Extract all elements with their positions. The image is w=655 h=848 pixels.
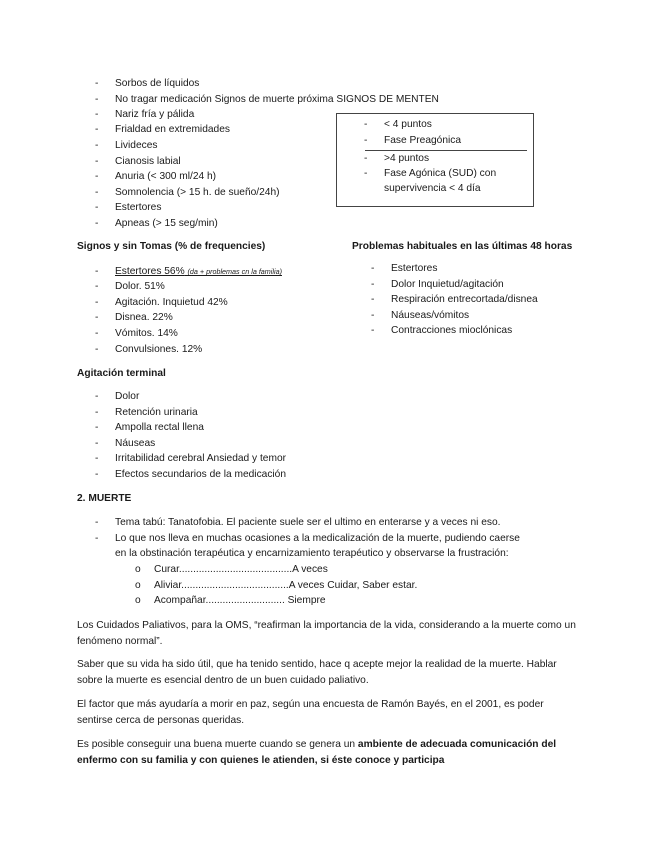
list-item-continuation: en la obstinación terapéutica y encarnizamiento terapéutico y observarse la frustración: [115, 548, 509, 559]
list-item: - Tema tabú: Tanatofobia. El paciente suele ser el ultimo en enterarse y a veces ni eso. [95, 517, 501, 528]
list-item: - Vómitos. 14% [95, 328, 178, 339]
estertores-underlined: Estertores 56% (da + problemas cn la familia) [115, 266, 282, 277]
list-item: - No tragar medicación Signos de muerte próxima SIGNOS DE MENTEN [95, 94, 439, 105]
list-item: - Irritabilidad cerebral Ansiedad y temor [95, 453, 287, 464]
list-item: - Disnea. 22% [95, 312, 173, 323]
list-item: - Frialdad en extremidades [95, 124, 230, 135]
list-item: - Convulsiones. 12% [95, 344, 203, 355]
list-item: - Nariz fría y pálida [95, 109, 195, 120]
phase-box [336, 113, 534, 207]
signos-heading: Signos y sin Tomas (% de frequencies) [77, 241, 266, 252]
list-item: - Respiración entrecortada/disnea [371, 294, 538, 305]
box-item-continuation: supervivencia < 4 día [384, 183, 481, 194]
box-item: - Fase Agónica (SUD) con [364, 168, 497, 179]
list-item: - Retención urinaria [95, 407, 198, 418]
sub-list-item: o Acompañar............................ Siempre [135, 595, 326, 606]
paragraph-bayes: El factor que más ayudaría a morir en paz, según una encuesta de Ramón Bayés, en el 2001, es poder sentirse cerca de personas queridas. [77, 699, 544, 726]
paragraph-oms: Los Cuidados Paliativos, para la OMS, “reafirman la importancia de la vida, considerando a la muerte como un fenómeno normal”. [77, 620, 576, 647]
list-item: - Apneas (> 15 seg/min) [95, 218, 218, 229]
list-item: - Ampolla rectal llena [95, 422, 204, 433]
list-item: - Livideces [95, 140, 158, 151]
list-item: - Dolor [95, 391, 140, 402]
box-item: - Fase Preagónica [364, 135, 462, 146]
list-item: - Somnolencia (> 15 h. de sueño/24h) [95, 187, 280, 198]
list-item: - Efectos secundarios de la medicación [95, 469, 287, 480]
problemas-heading: Problemas habituales en las últimas 48 horas [352, 241, 573, 252]
list-item: - Dolor. 51% [95, 281, 165, 292]
paragraph-vida-util: Saber que su vida ha sido útil, que ha tenido sentido, hace q acepte mejor la realidad de la muerte. Hablar sobre la muerte es esencial dentro de un buen cuidado paliativo. [77, 659, 557, 686]
list-item: - Cianosis labial [95, 156, 181, 167]
list-item: - Anuria (< 300 ml/24 h) [95, 171, 217, 182]
list-item: - Lo que nos lleva en muchas ocasiones a la medicalización de la muerte, pudiendo caerse [95, 533, 520, 544]
agitacion-heading: Agitación terminal [77, 368, 166, 379]
list-item: - Estertores [371, 263, 438, 274]
list-item: - Náuseas [95, 438, 156, 449]
paragraph-buena-muerte: Es posible conseguir una buena muerte cuando se genera un ambiente de adecuada comunicación del enfermo con su familia y con quienes le atienden, si éste conoce y participa [77, 739, 557, 766]
list-item: - Estertores [95, 202, 162, 213]
list-item: - Agitación. Inquietud 42% [95, 297, 228, 308]
list-item: - Dolor Inquietud/agitación [371, 279, 504, 290]
sub-list-item: o Aliviar......................................A veces Cuidar, Saber estar. [135, 580, 418, 591]
sub-list-item: o Curar........................................A veces [135, 564, 328, 575]
list-item: - Contracciones mioclónicas [371, 325, 513, 336]
box-item: - >4 puntos [364, 153, 430, 164]
list-item: - Sorbos de líquidos [95, 78, 200, 89]
box-item: - < 4 puntos [364, 119, 432, 130]
list-item: - Náuseas/vómitos [371, 310, 470, 321]
list-item: - Estertores 56% (da + problemas cn la familia) [95, 266, 282, 277]
box-divider [365, 150, 527, 151]
muerte-heading: 2. MUERTE [77, 493, 132, 504]
